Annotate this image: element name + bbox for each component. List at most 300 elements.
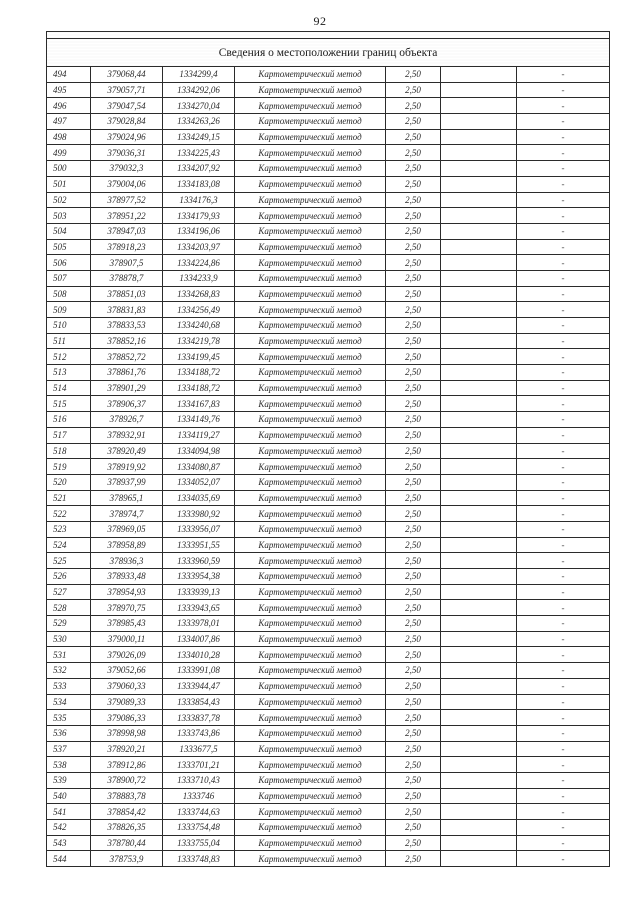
method: Картометрический метод	[235, 176, 386, 192]
coordinate-y: 1334268,83	[163, 286, 235, 302]
coordinate-x: 379047,54	[91, 98, 163, 114]
table-row	[47, 365, 610, 381]
coordinate-y: 1333755,04	[163, 835, 235, 851]
method: Картометрический метод	[235, 161, 386, 177]
empty-cell	[441, 239, 517, 255]
point-number: 531	[47, 647, 91, 663]
method: Картометрический метод	[235, 67, 386, 83]
dash: -	[517, 270, 610, 286]
coordinate-y: 1333837,78	[163, 710, 235, 726]
dash: -	[517, 380, 610, 396]
table-row	[47, 474, 610, 490]
coordinate-y: 1334167,83	[163, 396, 235, 412]
coordinate-x: 378936,3	[91, 553, 163, 569]
coordinate-y: 1334219,78	[163, 333, 235, 349]
point-number: 535	[47, 710, 91, 726]
dash: -	[517, 459, 610, 475]
empty-cell	[441, 663, 517, 679]
empty-cell	[441, 459, 517, 475]
header-spacer-cell	[47, 32, 610, 39]
coordinate-x: 378985,43	[91, 616, 163, 632]
point-number: 500	[47, 161, 91, 177]
coordinate-x: 378954,93	[91, 584, 163, 600]
point-number: 538	[47, 757, 91, 773]
table-row	[47, 286, 610, 302]
coordinate-x: 379032,3	[91, 161, 163, 177]
coordinate-x: 378852,72	[91, 349, 163, 365]
empty-cell	[441, 553, 517, 569]
coordinate-x: 378918,23	[91, 239, 163, 255]
dash: -	[517, 678, 610, 694]
accuracy: 2,50	[386, 396, 441, 412]
accuracy: 2,50	[386, 788, 441, 804]
accuracy: 2,50	[386, 741, 441, 757]
table-row	[47, 412, 610, 428]
accuracy: 2,50	[386, 412, 441, 428]
method: Картометрический метод	[235, 851, 386, 867]
point-number: 505	[47, 239, 91, 255]
empty-cell	[441, 67, 517, 83]
point-number: 530	[47, 631, 91, 647]
accuracy: 2,50	[386, 490, 441, 506]
method: Картометрический метод	[235, 318, 386, 334]
coordinate-y: 1333746	[163, 788, 235, 804]
accuracy: 2,50	[386, 192, 441, 208]
method: Картометрический метод	[235, 474, 386, 490]
dash: -	[517, 584, 610, 600]
empty-cell	[441, 286, 517, 302]
table-row	[47, 239, 610, 255]
empty-cell	[441, 820, 517, 836]
coordinate-y: 1334263,26	[163, 114, 235, 130]
accuracy: 2,50	[386, 616, 441, 632]
table-row	[47, 223, 610, 239]
table-row	[47, 569, 610, 585]
table-row	[47, 631, 610, 647]
dash: -	[517, 537, 610, 553]
method: Картометрический метод	[235, 490, 386, 506]
empty-cell	[441, 380, 517, 396]
coordinate-y: 1334176,3	[163, 192, 235, 208]
coordinate-x: 379028,84	[91, 114, 163, 130]
coordinate-y: 1334010,28	[163, 647, 235, 663]
accuracy: 2,50	[386, 804, 441, 820]
accuracy: 2,50	[386, 694, 441, 710]
accuracy: 2,50	[386, 98, 441, 114]
table-row	[47, 835, 610, 851]
point-number: 494	[47, 67, 91, 83]
coordinate-y: 1334196,06	[163, 223, 235, 239]
page-number: 92	[313, 14, 327, 28]
coordinate-y: 1334199,45	[163, 349, 235, 365]
coordinate-x: 378852,16	[91, 333, 163, 349]
table-row	[47, 427, 610, 443]
accuracy: 2,50	[386, 474, 441, 490]
dash: -	[517, 396, 610, 412]
method: Картометрический метод	[235, 443, 386, 459]
point-number: 544	[47, 851, 91, 867]
empty-cell	[441, 427, 517, 443]
dash: -	[517, 176, 610, 192]
empty-cell	[441, 600, 517, 616]
table-row	[47, 380, 610, 396]
coordinate-x: 378753,9	[91, 851, 163, 867]
empty-cell	[441, 255, 517, 271]
empty-cell	[441, 804, 517, 820]
coordinate-x: 378974,7	[91, 506, 163, 522]
coordinate-y: 1333754,48	[163, 820, 235, 836]
dash: -	[517, 286, 610, 302]
coordinate-x: 379004,06	[91, 176, 163, 192]
boundary-coordinates-table	[46, 31, 610, 867]
coordinate-x: 378926,7	[91, 412, 163, 428]
method: Картометрический метод	[235, 396, 386, 412]
method: Картометрический метод	[235, 270, 386, 286]
dash: -	[517, 631, 610, 647]
coordinate-x: 378851,03	[91, 286, 163, 302]
method: Картометрический метод	[235, 788, 386, 804]
coordinate-x: 378970,75	[91, 600, 163, 616]
table-row	[47, 270, 610, 286]
method: Картометрический метод	[235, 333, 386, 349]
coordinate-y: 1333710,43	[163, 772, 235, 788]
empty-cell	[441, 223, 517, 239]
method: Картометрический метод	[235, 208, 386, 224]
empty-cell	[441, 270, 517, 286]
accuracy: 2,50	[386, 333, 441, 349]
dash: -	[517, 553, 610, 569]
coordinate-x: 378901,29	[91, 380, 163, 396]
table-row	[47, 396, 610, 412]
method: Картометрический метод	[235, 98, 386, 114]
point-number: 532	[47, 663, 91, 679]
empty-cell	[441, 208, 517, 224]
accuracy: 2,50	[386, 239, 441, 255]
coordinate-y: 1333854,43	[163, 694, 235, 710]
coordinate-y: 1334240,68	[163, 318, 235, 334]
accuracy: 2,50	[386, 161, 441, 177]
table-row	[47, 788, 610, 804]
method: Картометрический метод	[235, 820, 386, 836]
table-row	[47, 114, 610, 130]
empty-cell	[441, 474, 517, 490]
accuracy: 2,50	[386, 459, 441, 475]
coordinate-y: 1333980,92	[163, 506, 235, 522]
accuracy: 2,50	[386, 710, 441, 726]
dash: -	[517, 365, 610, 381]
empty-cell	[441, 694, 517, 710]
dash: -	[517, 474, 610, 490]
coordinate-x: 379086,33	[91, 710, 163, 726]
accuracy: 2,50	[386, 286, 441, 302]
point-number: 536	[47, 725, 91, 741]
coordinate-y: 1334270,04	[163, 98, 235, 114]
table-row	[47, 725, 610, 741]
accuracy: 2,50	[386, 757, 441, 773]
coordinate-x: 378826,35	[91, 820, 163, 836]
point-number: 508	[47, 286, 91, 302]
dash: -	[517, 318, 610, 334]
dash: -	[517, 835, 610, 851]
point-number: 529	[47, 616, 91, 632]
point-number: 506	[47, 255, 91, 271]
empty-cell	[441, 741, 517, 757]
table-row	[47, 82, 610, 98]
method: Картометрический метод	[235, 82, 386, 98]
empty-cell	[441, 145, 517, 161]
table-row	[47, 537, 610, 553]
accuracy: 2,50	[386, 380, 441, 396]
coordinate-x: 378831,83	[91, 302, 163, 318]
point-number: 496	[47, 98, 91, 114]
dash: -	[517, 616, 610, 632]
coordinate-x: 378861,76	[91, 365, 163, 381]
table-row	[47, 851, 610, 867]
point-number: 537	[47, 741, 91, 757]
accuracy: 2,50	[386, 176, 441, 192]
coordinate-x: 378883,78	[91, 788, 163, 804]
method: Картометрический метод	[235, 521, 386, 537]
table-row	[47, 208, 610, 224]
table-row	[47, 710, 610, 726]
accuracy: 2,50	[386, 631, 441, 647]
accuracy: 2,50	[386, 537, 441, 553]
method: Картометрический метод	[235, 678, 386, 694]
method: Картометрический метод	[235, 459, 386, 475]
coordinate-y: 1333701,21	[163, 757, 235, 773]
table-row	[47, 663, 610, 679]
coordinate-y: 1334256,49	[163, 302, 235, 318]
empty-cell	[441, 443, 517, 459]
accuracy: 2,50	[386, 521, 441, 537]
coordinate-x: 378912,86	[91, 757, 163, 773]
table-row	[47, 584, 610, 600]
empty-cell	[441, 772, 517, 788]
table-row	[47, 98, 610, 114]
method: Картометрический метод	[235, 725, 386, 741]
method: Картометрический метод	[235, 349, 386, 365]
coordinate-x: 379000,11	[91, 631, 163, 647]
table-row	[47, 616, 610, 632]
coordinate-x: 378878,7	[91, 270, 163, 286]
coordinate-x: 379052,66	[91, 663, 163, 679]
dash: -	[517, 647, 610, 663]
dash: -	[517, 521, 610, 537]
dash: -	[517, 333, 610, 349]
empty-cell	[441, 490, 517, 506]
dash: -	[517, 82, 610, 98]
method: Картометрический метод	[235, 380, 386, 396]
coordinate-x: 378951,22	[91, 208, 163, 224]
table-row	[47, 490, 610, 506]
coordinate-y: 1333677,5	[163, 741, 235, 757]
point-number: 523	[47, 521, 91, 537]
empty-cell	[441, 710, 517, 726]
empty-cell	[441, 302, 517, 318]
coordinate-y: 1334292,06	[163, 82, 235, 98]
table-title: Сведения о местоположении границ объекта	[47, 39, 610, 67]
method: Картометрический метод	[235, 663, 386, 679]
accuracy: 2,50	[386, 569, 441, 585]
point-number: 501	[47, 176, 91, 192]
empty-cell	[441, 161, 517, 177]
point-number: 498	[47, 129, 91, 145]
accuracy: 2,50	[386, 223, 441, 239]
method: Картометрический метод	[235, 569, 386, 585]
dash: -	[517, 820, 610, 836]
dash: -	[517, 223, 610, 239]
method: Картометрический метод	[235, 647, 386, 663]
point-number: 507	[47, 270, 91, 286]
accuracy: 2,50	[386, 553, 441, 569]
method: Картометрический метод	[235, 129, 386, 145]
coordinate-x: 379068,44	[91, 67, 163, 83]
point-number: 515	[47, 396, 91, 412]
table-row	[47, 553, 610, 569]
point-number: 512	[47, 349, 91, 365]
coordinate-y: 1333744,63	[163, 804, 235, 820]
accuracy: 2,50	[386, 427, 441, 443]
empty-cell	[441, 129, 517, 145]
method: Картометрический метод	[235, 600, 386, 616]
coordinate-y: 1334188,72	[163, 380, 235, 396]
point-number: 520	[47, 474, 91, 490]
table-row	[47, 757, 610, 773]
table-row	[47, 129, 610, 145]
point-number: 503	[47, 208, 91, 224]
accuracy: 2,50	[386, 270, 441, 286]
coordinate-x: 378780,44	[91, 835, 163, 851]
accuracy: 2,50	[386, 208, 441, 224]
coordinate-x: 378906,37	[91, 396, 163, 412]
accuracy: 2,50	[386, 647, 441, 663]
table-row	[47, 741, 610, 757]
document-body	[46, 31, 609, 867]
point-number: 543	[47, 835, 91, 851]
coordinate-x: 378937,99	[91, 474, 163, 490]
method: Картометрический метод	[235, 223, 386, 239]
method: Картометрический метод	[235, 584, 386, 600]
coordinate-x: 378998,98	[91, 725, 163, 741]
coordinate-x: 378969,05	[91, 521, 163, 537]
point-number: 516	[47, 412, 91, 428]
method: Картометрический метод	[235, 365, 386, 381]
dash: -	[517, 129, 610, 145]
dash: -	[517, 302, 610, 318]
accuracy: 2,50	[386, 772, 441, 788]
accuracy: 2,50	[386, 145, 441, 161]
method: Картометрический метод	[235, 694, 386, 710]
empty-cell	[441, 521, 517, 537]
empty-cell	[441, 569, 517, 585]
empty-cell	[441, 631, 517, 647]
coordinate-y: 1334080,87	[163, 459, 235, 475]
dash: -	[517, 851, 610, 867]
coordinate-x: 378900,72	[91, 772, 163, 788]
accuracy: 2,50	[386, 67, 441, 83]
accuracy: 2,50	[386, 851, 441, 867]
coordinate-y: 1334179,93	[163, 208, 235, 224]
point-number: 540	[47, 788, 91, 804]
dash: -	[517, 349, 610, 365]
dash: -	[517, 255, 610, 271]
coordinate-y: 1333956,07	[163, 521, 235, 537]
table-row	[47, 600, 610, 616]
point-number: 495	[47, 82, 91, 98]
dash: -	[517, 569, 610, 585]
method: Картометрический метод	[235, 427, 386, 443]
dash: -	[517, 804, 610, 820]
dash: -	[517, 710, 610, 726]
coordinate-y: 1333960,59	[163, 553, 235, 569]
coordinate-y: 1334035,69	[163, 490, 235, 506]
empty-cell	[441, 851, 517, 867]
accuracy: 2,50	[386, 318, 441, 334]
method: Картометрический метод	[235, 302, 386, 318]
method: Картометрический метод	[235, 553, 386, 569]
empty-cell	[441, 537, 517, 553]
table-row	[47, 192, 610, 208]
point-number: 514	[47, 380, 91, 396]
dash: -	[517, 741, 610, 757]
point-number: 504	[47, 223, 91, 239]
dash: -	[517, 788, 610, 804]
dash: -	[517, 208, 610, 224]
coordinate-x: 378919,92	[91, 459, 163, 475]
method: Картометрический метод	[235, 114, 386, 130]
point-number: 524	[47, 537, 91, 553]
empty-cell	[441, 82, 517, 98]
point-number: 542	[47, 820, 91, 836]
empty-cell	[441, 98, 517, 114]
dash: -	[517, 427, 610, 443]
coordinate-y: 1333954,38	[163, 569, 235, 585]
point-number: 499	[47, 145, 91, 161]
coordinate-y: 1334188,72	[163, 365, 235, 381]
point-number: 519	[47, 459, 91, 475]
table-row	[47, 67, 610, 83]
header-spacer-row	[47, 32, 610, 39]
dash: -	[517, 506, 610, 522]
point-number: 518	[47, 443, 91, 459]
dash: -	[517, 600, 610, 616]
table-row	[47, 161, 610, 177]
empty-cell	[441, 412, 517, 428]
point-number: 526	[47, 569, 91, 585]
point-number: 502	[47, 192, 91, 208]
empty-cell	[441, 333, 517, 349]
coordinate-y: 1333991,08	[163, 663, 235, 679]
table-row	[47, 694, 610, 710]
dash: -	[517, 412, 610, 428]
coordinate-x: 378947,03	[91, 223, 163, 239]
table-row	[47, 772, 610, 788]
accuracy: 2,50	[386, 129, 441, 145]
accuracy: 2,50	[386, 663, 441, 679]
coordinate-y: 1334183,08	[163, 176, 235, 192]
coordinate-x: 379060,33	[91, 678, 163, 694]
accuracy: 2,50	[386, 114, 441, 130]
coordinate-y: 1334119,27	[163, 427, 235, 443]
empty-cell	[441, 506, 517, 522]
table-row	[47, 349, 610, 365]
point-number: 517	[47, 427, 91, 443]
coordinate-y: 1334149,76	[163, 412, 235, 428]
dash: -	[517, 490, 610, 506]
point-number: 541	[47, 804, 91, 820]
point-number: 527	[47, 584, 91, 600]
empty-cell	[441, 678, 517, 694]
